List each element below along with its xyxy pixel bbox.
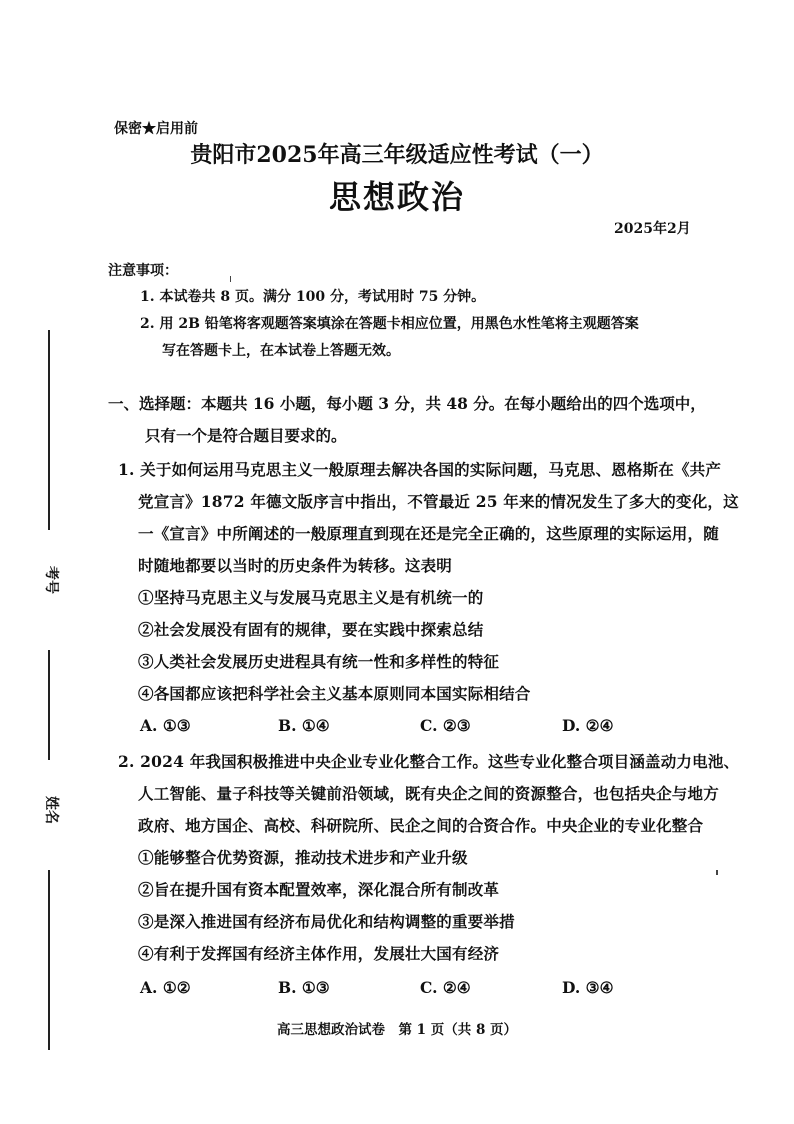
question-1-line: 1. 关于如何运用马克思主义一般原理去解决各国的实际问题，马克思、恩格斯在《共产 bbox=[118, 460, 722, 479]
scan-speck bbox=[230, 276, 231, 282]
page-footer: 高三思想政治试卷 第 1 页（共 8 页） bbox=[276, 1022, 518, 1038]
question-1-statement: ④各国都应该把科学社会主义基本原则同本国实际相结合 bbox=[138, 684, 531, 703]
question-1-statement: ①坚持马克思主义与发展马克思主义是有机统一的 bbox=[138, 588, 484, 607]
exam-number-label: 考号 bbox=[43, 566, 59, 594]
scan-speck bbox=[716, 870, 718, 875]
question-2-option-a: A. ①② bbox=[140, 978, 191, 997]
question-1-line: 一《宣言》中所阐述的一般原理直到现在还是完全正确的，这些原理的实际运用，随 bbox=[138, 524, 719, 543]
confidential-mark: 保密★启用前 bbox=[114, 121, 198, 137]
notice-heading: 注意事项： bbox=[108, 263, 178, 279]
question-1-line: 党宣言》1872 年德文版序言中指出，不管最近 25 年来的情况发生了多大的变化，这 bbox=[138, 492, 739, 511]
notice-item: 写在答题卡上，在本试卷上答题无效。 bbox=[162, 343, 400, 359]
question-1-option-a: A. ①③ bbox=[140, 716, 191, 735]
question-2-line: 政府、地方国企、高校、科研院所、民企之间的合资合作。中央企业的专业化整合 bbox=[138, 816, 704, 835]
exam-title: 贵阳市2025年高三年级适应性考试（一） bbox=[190, 142, 604, 168]
question-1-option-d: D. ②④ bbox=[562, 716, 614, 735]
question-1-statement: ③人类社会发展历史进程具有统一性和多样性的特征 bbox=[138, 652, 500, 671]
notice-item: 2. 用 2B 铅笔将客观题答案填涂在答题卡相应位置，用黑色水性笔将主观题答案 bbox=[140, 316, 639, 332]
section-heading-cont: 只有一个是符合题目要求的。 bbox=[145, 426, 347, 445]
section-heading: 一、选择题：本题共 16 小题，每小题 3 分，共 48 分。在每小题给出的四个选项中， bbox=[108, 394, 706, 413]
question-2-statement: ①能够整合优势资源，推动技术进步和产业升级 bbox=[138, 848, 468, 867]
question-2-line: 2. 2024 年我国积极推进中央企业专业化整合工作。这些专业化整合项目涵盖动力电池、 bbox=[118, 752, 740, 771]
question-2-option-d: D. ③④ bbox=[562, 978, 614, 997]
question-2-line: 人工智能、量子科技等关键前沿领域，既有央企之间的资源整合，也包括央企与地方 bbox=[138, 784, 719, 803]
question-1-option-b: B. ①④ bbox=[278, 716, 330, 735]
subject-title: 思想政治 bbox=[328, 178, 465, 216]
question-2-option-c: C. ②④ bbox=[420, 978, 471, 997]
question-1-statement: ②社会发展没有固有的规律，要在实践中探索总结 bbox=[138, 620, 484, 639]
binding-line-top bbox=[48, 330, 50, 530]
question-2-statement: ④有利于发挥国有经济主体作用，发展壮大国有经济 bbox=[138, 944, 500, 963]
question-2-statement: ③是深入推进国有经济布局优化和结构调整的重要举措 bbox=[138, 912, 515, 931]
question-1-option-c: C. ②③ bbox=[420, 716, 471, 735]
question-1-line: 时随地都要以当时的历史条件为转移。这表明 bbox=[138, 556, 453, 575]
binding-line-middle bbox=[48, 650, 50, 760]
exam-date: 2025年2月 bbox=[614, 221, 691, 237]
question-2-statement: ②旨在提升国有资本配置效率，深化混合所有制改革 bbox=[138, 880, 500, 899]
notice-item: 1. 本试卷共 8 页。满分 100 分，考试用时 75 分钟。 bbox=[140, 289, 486, 305]
name-label: 姓名 bbox=[43, 796, 59, 824]
question-2-option-b: B. ①③ bbox=[278, 978, 330, 997]
